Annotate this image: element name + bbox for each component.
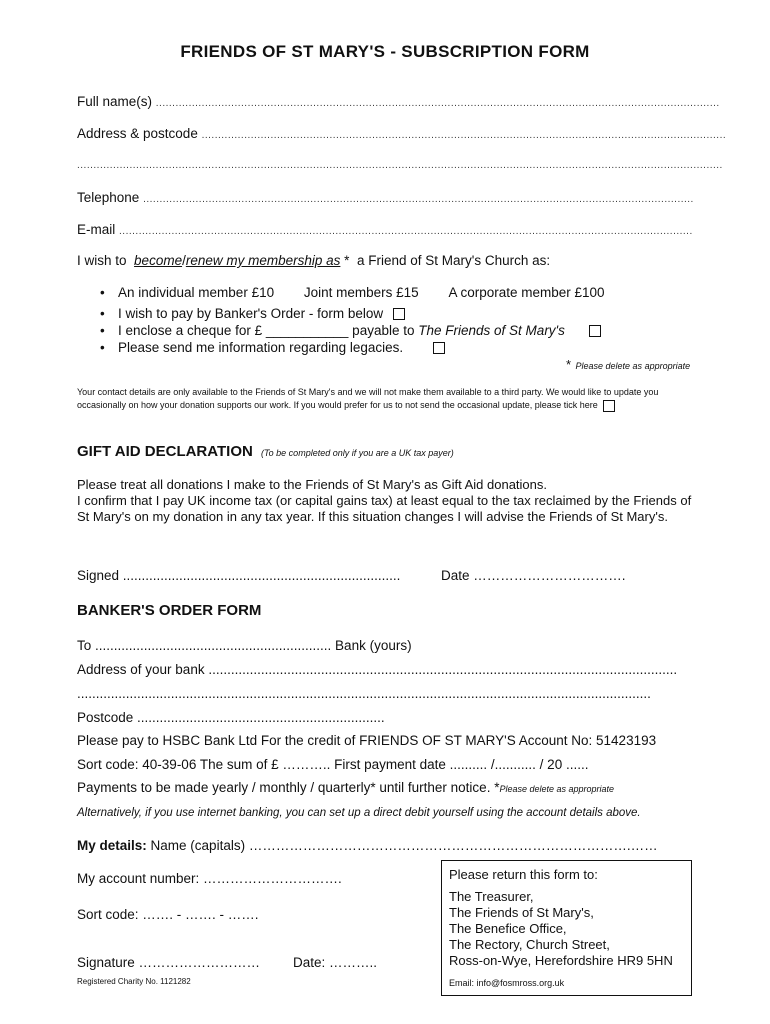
email-field[interactable]: ...............................................................................................................................................................................	[119, 226, 693, 237]
bank-postcode-field[interactable]: Postcode ..................................................................	[77, 710, 385, 725]
email-label: E-mail	[77, 222, 116, 237]
bullet-icon: •	[100, 323, 105, 338]
privacy-notice	[77, 386, 702, 412]
bank-address-field[interactable]: Address of your bank .............................................................................................................................	[77, 662, 678, 677]
membership-suffix: a Friend of St Mary's Church as:	[356, 253, 551, 268]
bullet-icon: •	[100, 285, 105, 300]
alternative-note: Alternatively, if you use internet banking, you can set up a direct debit yourself using the account details above.	[77, 807, 641, 819]
cheque-checkbox[interactable]	[589, 325, 601, 337]
return-line2: The Friends of St Mary's,	[449, 905, 594, 920]
charity-number: Registered Charity No. 1121282	[77, 977, 191, 986]
return-line5: Ross-on-Wye, Herefordshire HR9 5HN	[449, 953, 673, 968]
my-details-row[interactable]	[77, 838, 658, 853]
address-field-2[interactable]: .....................................................................................................................................................................................................	[77, 160, 723, 171]
bank-to-field[interactable]: To ............................................................... Bank (yours)	[77, 638, 412, 653]
bankers-order-checkbox[interactable]	[393, 308, 405, 320]
legacies-checkbox[interactable]	[433, 342, 445, 354]
form-title: FRIENDS OF ST MARY'S - SUBSCRIPTION FORM	[180, 42, 590, 61]
signature-field[interactable]: Signature ………………………	[77, 955, 261, 970]
sort-code-payment-line[interactable]: Sort code: 40-39-06 The sum of £ ……….. First payment date .......... /........... / 20 ......	[77, 757, 589, 772]
membership-line	[77, 253, 550, 268]
return-line3: The Benefice Office,	[449, 921, 567, 936]
membership-options	[100, 285, 605, 300]
bullet-icon: •	[100, 340, 105, 355]
option-individual[interactable]: An individual member £10	[118, 285, 275, 300]
option-corporate[interactable]: A corporate member £100	[448, 285, 605, 300]
slash: /	[182, 253, 186, 268]
gift-aid-title: GIFT AID DECLARATION	[77, 443, 253, 460]
my-details-label: My details:	[77, 838, 147, 853]
payment-frequency-note: Please delete as appropriate	[499, 784, 615, 794]
telephone-field[interactable]: ........................................................................................................................................................................	[143, 194, 694, 205]
signature-date-field[interactable]: Date: ………..	[293, 955, 378, 970]
privacy-opt-out-checkbox[interactable]	[603, 400, 615, 412]
full-name-row[interactable]	[77, 94, 720, 109]
legacies-label: Please send me information regarding legacies.	[118, 340, 404, 355]
bullet-icon: •	[100, 306, 105, 321]
privacy-text: Your contact details are only available to the Friends of St Mary's and we will not make them available to a third party. We would like to update you occasionally on how your donation supports our work. If you would prefer for us to not send the occasional update, please tick here	[77, 387, 659, 410]
star: *	[344, 253, 350, 268]
return-line4: The Rectory, Church Street,	[449, 937, 610, 952]
gift-aid-subheading: (To be completed only if you are a UK tax payer)	[261, 448, 454, 458]
gift-aid-heading	[77, 443, 454, 460]
return-heading: Please return this form to:	[449, 867, 598, 882]
gift-aid-signed[interactable]: Signed ..........................................................................	[77, 568, 401, 583]
full-name-label: Full name(s)	[77, 94, 153, 109]
my-name-field[interactable]: Name (capitals) ………………………………………………………………………….……	[150, 838, 658, 853]
delete-note-star: *	[566, 357, 572, 372]
return-email[interactable]: Email: info@fosmross.org.uk	[449, 978, 565, 988]
membership-prefix: I wish to	[77, 253, 127, 268]
bankers-order-heading: BANKER'S ORDER FORM	[77, 602, 262, 619]
gift-aid-line1: Please treat all donations I make to the Friends of St Mary's as Gift Aid donations.	[77, 477, 547, 492]
cheque-label: I enclose a cheque for £ ___________ payable to	[118, 323, 415, 338]
bankers-order-label: I wish to pay by Banker's Order - form below	[118, 306, 384, 321]
full-name-field[interactable]: ............................................................................................................................................................................	[155, 98, 720, 109]
telephone-label: Telephone	[77, 190, 140, 205]
pay-instruction: Please pay to HSBC Bank Ltd For the credit of FRIENDS OF ST MARY'S Account No: 51423193	[77, 733, 657, 748]
option-renew[interactable]: renew my membership as	[185, 253, 341, 268]
address-field[interactable]: ................................................................................................................................................................	[201, 130, 727, 141]
cheque-option	[100, 323, 601, 338]
my-sort-code-field[interactable]: Sort code: ……. - ……. - …….	[77, 907, 259, 922]
address-label: Address & postcode	[77, 126, 198, 141]
account-number-field[interactable]: My account number: ………………………….	[77, 871, 342, 886]
legacies-option	[100, 340, 445, 355]
delete-note-text: Please delete as appropriate	[575, 361, 691, 371]
bank-address-field-2[interactable]: .........................................................................................................................................................	[77, 686, 651, 701]
bankers-order-option	[100, 306, 405, 321]
option-joint[interactable]: Joint members £15	[303, 285, 419, 300]
email-row[interactable]	[77, 222, 693, 237]
gift-aid-date[interactable]: Date …………………………….	[441, 568, 626, 583]
cheque-payee: The Friends of St Mary's	[418, 323, 565, 338]
payment-frequency-text: Payments to be made yearly / monthly / quarterly* until further notice. *	[77, 780, 500, 795]
payment-frequency-line[interactable]	[77, 780, 614, 795]
return-line1: The Treasurer,	[449, 889, 534, 904]
address-row[interactable]	[77, 126, 726, 141]
telephone-row[interactable]	[77, 190, 694, 205]
delete-note	[566, 356, 690, 374]
gift-aid-line2: I confirm that I pay UK income tax (or capital gains tax) at least equal to the tax reclaimed by the Friends of St Mary's on my donation in any tax year. If this situation changes I will advise the Friends of St Mary's.	[77, 493, 692, 524]
option-become[interactable]: become	[134, 253, 183, 268]
return-address-box	[441, 860, 692, 996]
